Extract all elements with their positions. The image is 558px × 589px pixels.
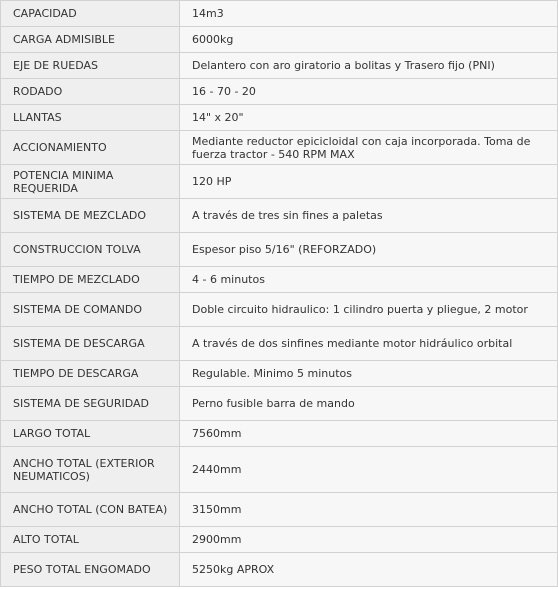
- table-row: [1, 267, 558, 293]
- spec-value: A través de tres sin fines a paletas: [180, 199, 558, 233]
- spec-value: 2440mm: [180, 447, 558, 493]
- spec-label: RODADO: [1, 79, 180, 105]
- spec-label: TIEMPO DE DESCARGA: [1, 361, 180, 387]
- spec-label: TIEMPO DE MEZCLADO: [1, 267, 180, 293]
- spec-value: 16 - 70 - 20: [180, 79, 558, 105]
- spec-label: SISTEMA DE MEZCLADO: [1, 199, 180, 233]
- table-row: [1, 361, 558, 387]
- spec-value: Regulable. Minimo 5 minutos: [180, 361, 558, 387]
- spec-label: ANCHO TOTAL (CON BATEA): [1, 493, 180, 527]
- spec-label: SISTEMA DE COMANDO: [1, 293, 180, 327]
- table-row: [1, 79, 558, 105]
- spec-label: CONSTRUCCION TOLVA: [1, 233, 180, 267]
- table-row: [1, 1, 558, 27]
- spec-value: Delantero con aro giratorio a bolitas y Trasero fijo (PNI): [180, 53, 558, 79]
- table-row: [1, 165, 558, 199]
- table-row: [1, 131, 558, 165]
- spec-value: 120 HP: [180, 165, 558, 199]
- spec-label: ACCIONAMIENTO: [1, 131, 180, 165]
- spec-value: 4 - 6 minutos: [180, 267, 558, 293]
- table-row: [1, 199, 558, 233]
- table-row: [1, 421, 558, 447]
- spec-value: 3150mm: [180, 493, 558, 527]
- table-row: [1, 527, 558, 553]
- spec-label: POTENCIA MINIMA REQUERIDA: [1, 165, 180, 199]
- spec-value: Espesor piso 5/16" (REFORZADO): [180, 233, 558, 267]
- table-row: [1, 447, 558, 493]
- spec-label: ALTO TOTAL: [1, 527, 180, 553]
- spec-value: 7560mm: [180, 421, 558, 447]
- table-row: [1, 553, 558, 587]
- spec-value: A través de dos sinfines mediante motor hidráulico orbital: [180, 327, 558, 361]
- spec-value: Doble circuito hidraulico: 1 cilindro puerta y pliegue, 2 motor: [180, 293, 558, 327]
- spec-label: LARGO TOTAL: [1, 421, 180, 447]
- spec-label: SISTEMA DE DESCARGA: [1, 327, 180, 361]
- spec-value: Perno fusible barra de mando: [180, 387, 558, 421]
- spec-value: 6000kg: [180, 27, 558, 53]
- spec-label: CAPACIDAD: [1, 1, 180, 27]
- spec-value: 14" x 20": [180, 105, 558, 131]
- spec-value: 2900mm: [180, 527, 558, 553]
- table-row: [1, 27, 558, 53]
- table-row: [1, 105, 558, 131]
- spec-label: CARGA ADMISIBLE: [1, 27, 180, 53]
- spec-value: 14m3: [180, 1, 558, 27]
- spec-label: PESO TOTAL ENGOMADO: [1, 553, 180, 587]
- table-row: [1, 387, 558, 421]
- table-row: [1, 327, 558, 361]
- spec-label: LLANTAS: [1, 105, 180, 131]
- table-row: [1, 53, 558, 79]
- spec-label: EJE DE RUEDAS: [1, 53, 180, 79]
- spec-value: Mediante reductor epicicloidal con caja incorporada. Toma de fuerza tractor - 540 RPM MAX: [180, 131, 558, 165]
- table-row: [1, 233, 558, 267]
- table-row: [1, 293, 558, 327]
- spec-value: 5250kg APROX: [180, 553, 558, 587]
- table-row: [1, 493, 558, 527]
- spec-label: SISTEMA DE SEGURIDAD: [1, 387, 180, 421]
- spec-label: ANCHO TOTAL (EXTERIOR NEUMATICOS): [1, 447, 180, 493]
